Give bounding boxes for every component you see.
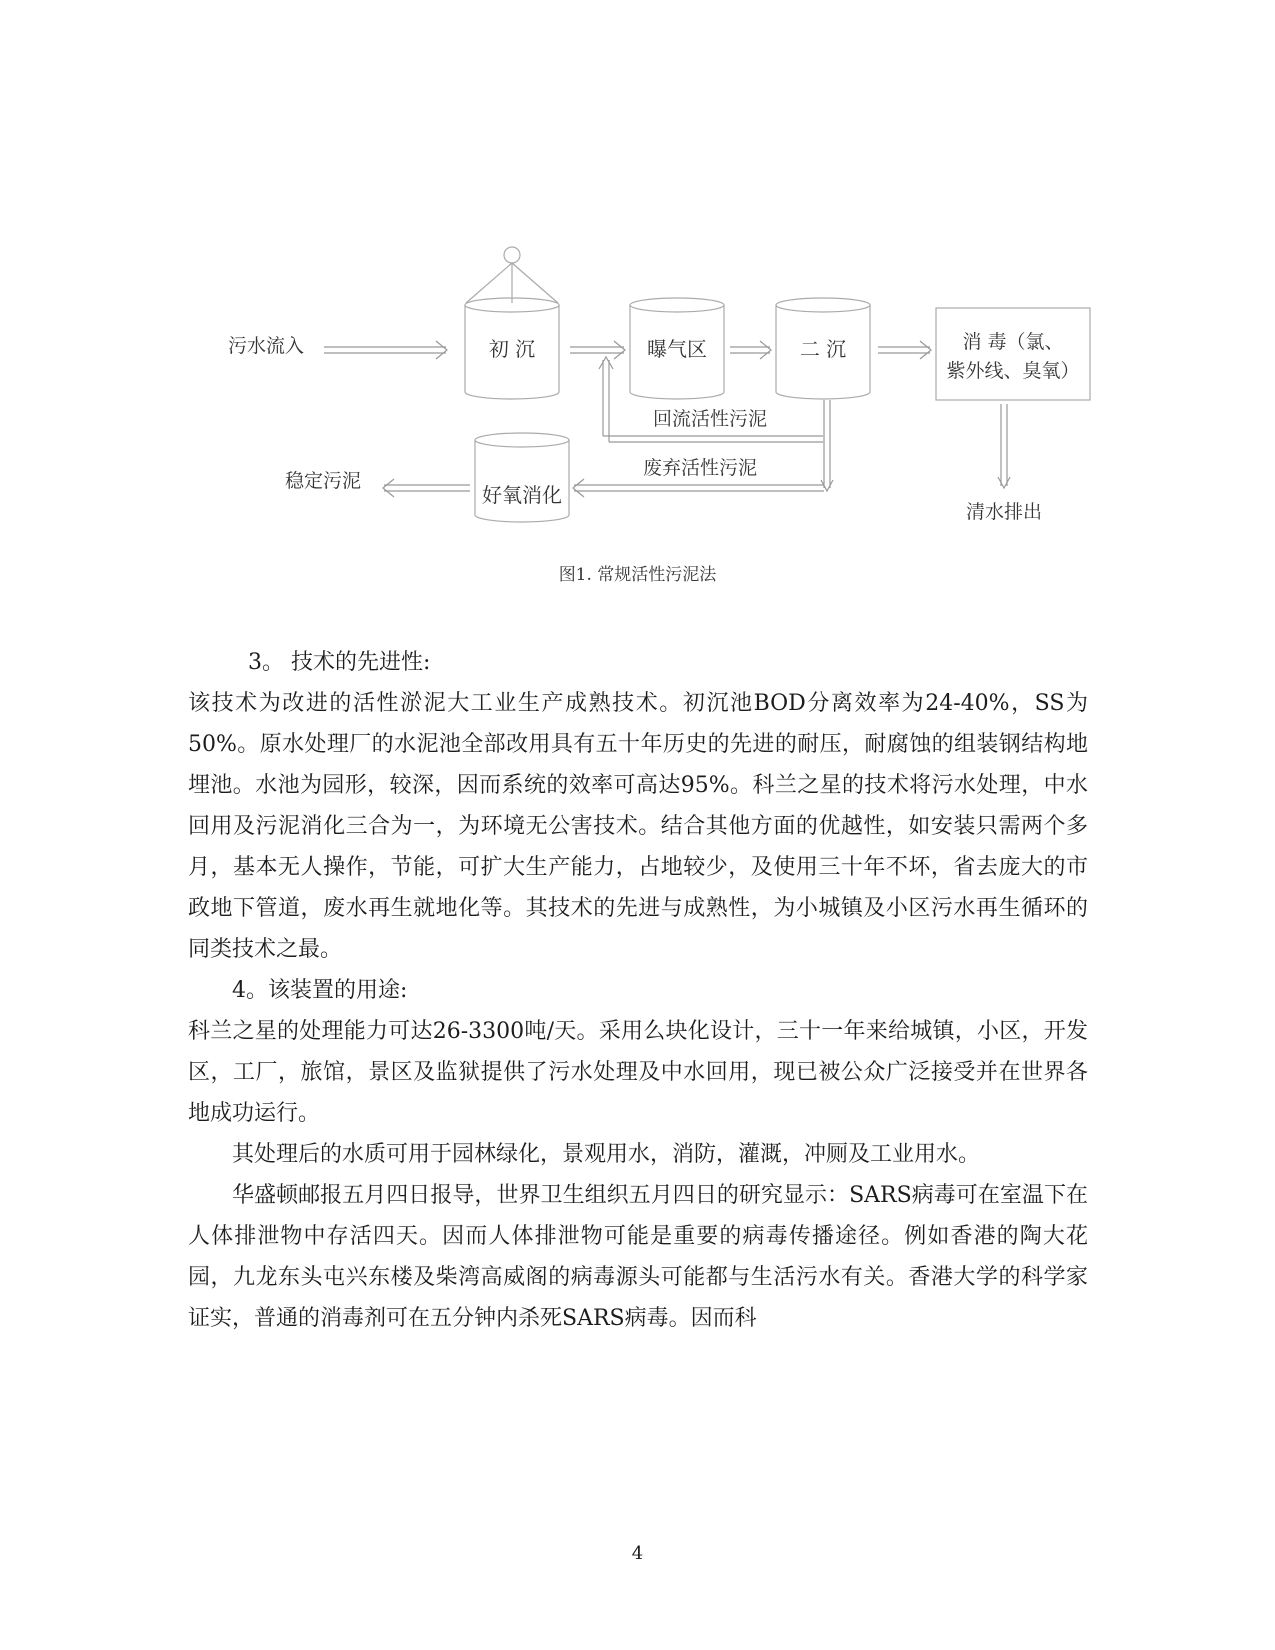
node-secondary: 二 沉 <box>799 337 847 361</box>
section-4-paragraph: 科兰之星的处理能力可达26-3300吨/天。采用么块化设计，三十一年来给城镇，小区，开发区，工厂，旅馆，景区及监狱提供了污水处理及中水回用，现已被公众广泛接受并在世界各地成功运行。 <box>188 1019 1088 1126</box>
tank-primary <box>465 247 559 399</box>
sars-paragraph: 华盛顿邮报五月四日报导，世界卫生组织五月四日的研究显示：SARS病毒可在室温下在人体排泄物中存活四天。因而人体排泄物可能是重要的病毒传播途径。例如香港的陶大花园，九龙东头屯兴东楼及柴湾高威阁的病毒源头可能都与生活污水有关。香港大学的科学家证实，普通的消毒剂可在五分钟内杀死SARS病毒。因而科 <box>188 1183 1088 1331</box>
label-waste-sludge: 废弃活性污泥 <box>642 457 758 479</box>
label-return-sludge: 回流活性污泥 <box>652 408 768 430</box>
arrow-waste-sludge <box>573 479 824 497</box>
arrow-secondary-to-disinfection <box>878 341 931 359</box>
section-3-paragraph: 该技术为改进的活性淤泥大工业生产成熟技术。初沉池BOD分离效率为24-40%，SS为50%。原水处理厂的水泥池全部改用具有五十年历史的先进的耐压，耐腐蚀的组装钢结构地埋池。水池为园形，较深，因而系统的效率可高达95%。科兰之星的技术将污水处理，中水回用及污泥消化三合为一，为环境无公害技术。结合其他方面的优越性，如安装只需两个多月，基本无人操作，节能，可扩大生产能力，占地较少，及使用三十年不坏，省去庞大的市政地下管道，废水再生就地化等。其技术的先进与成熟性，为小城镇及小区污水再生循环的同类技术之最。 <box>188 691 1088 962</box>
arrow-disinfection-to-clear <box>998 404 1010 488</box>
page-number: 4 <box>631 1543 644 1564</box>
node-stable-sludge: 稳定污泥 <box>285 470 362 492</box>
node-aerobic: 好氧消化 <box>482 483 562 507</box>
box-disinfection <box>936 308 1090 400</box>
line-secondary-down <box>821 400 833 491</box>
flow-diagram <box>0 0 1275 600</box>
node-disinfection-line1: 消 毒（氯、 <box>962 331 1064 353</box>
figure-caption: 图1. 常规活性污泥法 <box>558 565 717 585</box>
arrow-inflow-to-primary <box>324 341 447 359</box>
node-inflow: 污水流入 <box>228 335 305 357</box>
tank-aerobic <box>475 433 569 522</box>
usage-paragraph: 其处理后的水质可用于园林绿化，景观用水，消防，灌溉，冲厕及工业用水。 <box>232 1142 981 1167</box>
arrow-aeration-to-secondary <box>730 341 771 359</box>
node-clear-water: 清水排出 <box>965 501 1043 523</box>
section-4-heading: 4。该装置的用途: <box>232 978 408 1003</box>
node-disinfection-line2: 紫外线、臭氧） <box>946 360 1080 382</box>
node-primary: 初 沉 <box>488 337 536 361</box>
arrow-primary-to-aeration <box>570 341 625 359</box>
arrow-aerobic-to-stable <box>383 479 470 497</box>
section-3-heading: 3。 技术的先进性: <box>248 650 431 675</box>
node-aeration: 曝气区 <box>647 337 707 361</box>
body-text <box>188 642 1088 1339</box>
